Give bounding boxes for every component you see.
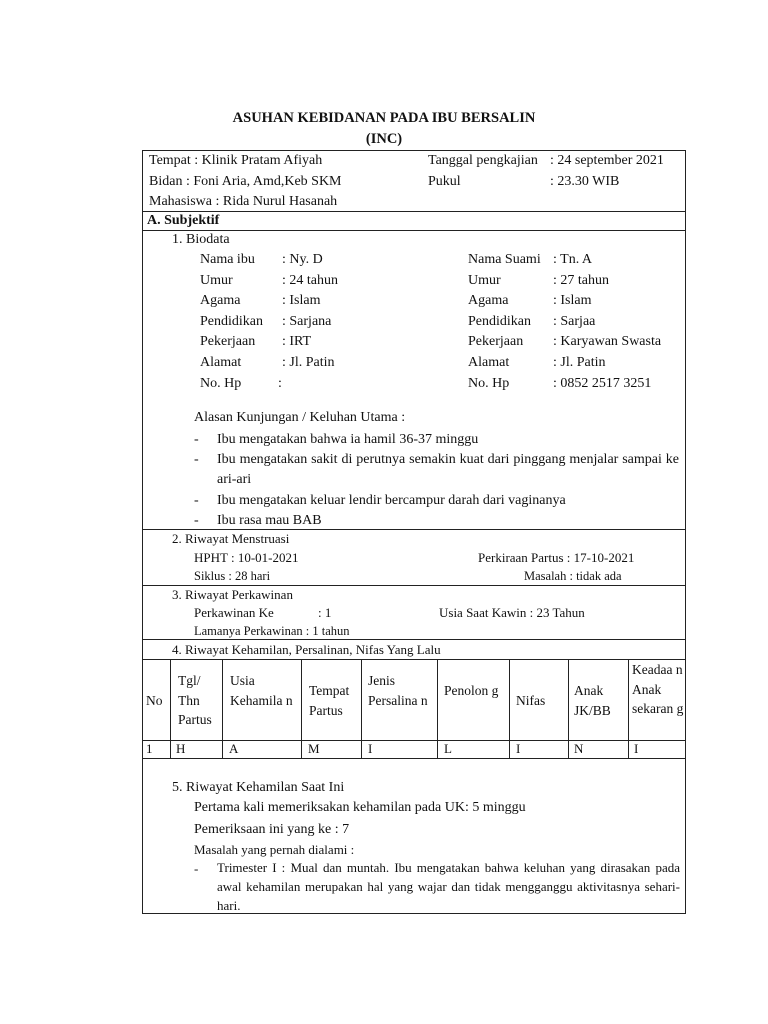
ibu-label: Agama bbox=[200, 293, 241, 308]
header-cell: Tempat Partus bbox=[309, 683, 350, 718]
ibu-value: : IRT bbox=[282, 334, 312, 349]
pukul-value: : 23.30 WIB bbox=[550, 174, 620, 189]
trimester-text: Trimester I : Mual dan muntah. Ibu mengatakan bahwa keluhan yang dirasakan pada awal kehamilan merupakan hal yang wajar dan tidak mengganggu aktivitasnya sehari-hari. bbox=[217, 860, 680, 913]
suami-value: : Karyawan Swasta bbox=[553, 334, 662, 349]
ibu-value: : Ny. D bbox=[282, 252, 323, 267]
header-cell: Tgl/ Thn Partus bbox=[178, 673, 212, 727]
usia-kawin-text: Usia Saat Kawin : 23 Tahun bbox=[439, 605, 585, 620]
row-cell: H bbox=[176, 741, 186, 756]
divider-table-header bbox=[142, 740, 686, 741]
divider-table-row bbox=[142, 758, 686, 759]
suami-value: : 0852 2517 3251 bbox=[553, 376, 652, 391]
row-cell: I bbox=[516, 741, 521, 756]
col-line bbox=[301, 659, 302, 758]
row-cell: 1 bbox=[146, 741, 153, 756]
keluhan-item: Ibu mengatakan keluar lendir bercampur darah dari vaginanya bbox=[217, 493, 566, 508]
biodata-heading: 1. Biodata bbox=[172, 232, 230, 247]
ibu-label: Pendidikan bbox=[200, 314, 263, 329]
divider-riwayat-heading bbox=[142, 659, 686, 660]
pertama-periksa-text: Pertama kali memeriksakan kehamilan pada UK: 5 minggu bbox=[194, 800, 526, 815]
ibu-value: : Sarjana bbox=[282, 314, 332, 329]
bullet-dash: - bbox=[194, 493, 199, 508]
row-cell: I bbox=[634, 741, 639, 756]
col-line bbox=[437, 659, 438, 758]
masalah-menstruasi-text: Masalah : tidak ada bbox=[524, 569, 622, 583]
bidan-text: Bidan : Foni Aria, Amd,Keb SKM bbox=[149, 174, 342, 189]
header-cell: Penolon g bbox=[444, 683, 499, 698]
bullet-dash: - bbox=[194, 452, 199, 467]
suami-label: Nama Suami bbox=[468, 252, 541, 267]
ibu-label: Alamat bbox=[200, 355, 242, 370]
suami-value: : Islam bbox=[553, 293, 592, 308]
hpht-text: HPHT : 10-01-2021 bbox=[194, 550, 299, 565]
document-subtitle: (INC) bbox=[365, 131, 403, 147]
suami-label: No. Hp bbox=[468, 376, 510, 391]
perkawinan-heading: 3. Riwayat Perkawinan bbox=[172, 587, 293, 602]
col-line bbox=[361, 659, 362, 758]
bullet-dash: - bbox=[194, 432, 199, 447]
tanggal-label: Tanggal pengkajian bbox=[428, 153, 538, 168]
header-cell: No bbox=[146, 693, 163, 708]
bullet-dash: - bbox=[194, 861, 199, 876]
riwayat-lalu-heading: 4. Riwayat Kehamilan, Persalinan, Nifas Yang Lalu bbox=[172, 642, 441, 657]
lama-perkawinan-text: Lamanya Perkawinan : 1 tahun bbox=[194, 624, 350, 638]
bullet-dash: - bbox=[194, 513, 199, 528]
perkiraan-partus-text: Perkiraan Partus : 17-10-2021 bbox=[478, 550, 635, 565]
suami-value: : Sarjaa bbox=[553, 314, 596, 329]
col-line bbox=[628, 659, 629, 758]
tempat-text: Tempat : Klinik Pratam Afiyah bbox=[149, 153, 323, 168]
suami-value: : Jl. Patin bbox=[553, 355, 606, 370]
header-cell: Nifas bbox=[516, 693, 546, 708]
keluhan-heading: Alasan Kunjungan / Keluhan Utama : bbox=[194, 410, 406, 425]
suami-value: : 27 tahun bbox=[553, 273, 609, 288]
suami-label: Pekerjaan bbox=[468, 334, 524, 349]
header-cell: Usia Kehamila n bbox=[230, 673, 293, 708]
row-cell: N bbox=[574, 741, 584, 756]
col-line bbox=[170, 659, 171, 758]
keluhan-item: Ibu mengatakan bahwa ia hamil 36-37 minggu bbox=[217, 432, 479, 447]
ibu-label: Nama ibu bbox=[200, 252, 255, 267]
section-a-heading: A. Subjektif bbox=[147, 213, 220, 228]
header-cell: Anak JK/BB bbox=[574, 683, 611, 718]
pukul-label: Pukul bbox=[428, 174, 461, 189]
suami-value: : Tn. A bbox=[553, 252, 593, 267]
row-cell: I bbox=[368, 741, 373, 756]
kehamilan-ini-heading: 5. Riwayat Kehamilan Saat Ini bbox=[172, 780, 345, 795]
masalah-dialami-text: Masalah yang pernah dialami : bbox=[194, 842, 355, 857]
col-line bbox=[509, 659, 510, 758]
suami-label: Agama bbox=[468, 293, 509, 308]
ibu-value: : 24 tahun bbox=[282, 273, 338, 288]
ibu-label: No. Hp bbox=[200, 376, 242, 391]
suami-label: Pendidikan bbox=[468, 314, 531, 329]
pemeriksaan-ke-text: Pemeriksaan ini yang ke : 7 bbox=[194, 822, 350, 837]
perkawinan-ke-label: Perkawinan Ke bbox=[194, 605, 274, 620]
mahasiswa-text: Mahasiswa : Rida Nurul Hasanah bbox=[149, 194, 338, 209]
siklus-text: Siklus : 28 hari bbox=[194, 569, 271, 583]
perkawinan-ke-value: : 1 bbox=[318, 605, 332, 620]
header-cell: Keadaa n Anak sekaran g bbox=[632, 662, 684, 716]
document-title: ASUHAN KEBIDANAN PADA IBU BERSALIN bbox=[232, 110, 536, 126]
keluhan-item: Ibu mengatakan sakit di perutnya semakin kuat dari pinggang menjalar sampai ke ari-ari bbox=[217, 452, 679, 487]
col-line bbox=[568, 659, 569, 758]
menstruasi-heading: 2. Riwayat Menstruasi bbox=[172, 531, 290, 546]
ibu-value: : Jl. Patin bbox=[282, 355, 335, 370]
suami-label: Umur bbox=[468, 273, 501, 288]
col-line bbox=[222, 659, 223, 758]
row-cell: A bbox=[229, 741, 239, 756]
ibu-value: : Islam bbox=[282, 293, 321, 308]
row-cell: L bbox=[444, 741, 452, 756]
ibu-label: Pekerjaan bbox=[200, 334, 256, 349]
tanggal-value: : 24 september 2021 bbox=[550, 153, 664, 168]
ibu-label: Umur bbox=[200, 273, 233, 288]
ibu-value: : bbox=[278, 376, 282, 391]
row-cell: M bbox=[308, 741, 320, 756]
divider-header bbox=[142, 211, 686, 212]
suami-label: Alamat bbox=[468, 355, 510, 370]
keluhan-item: Ibu rasa mau BAB bbox=[217, 513, 322, 528]
header-cell: Jenis Persalina n bbox=[368, 673, 428, 708]
